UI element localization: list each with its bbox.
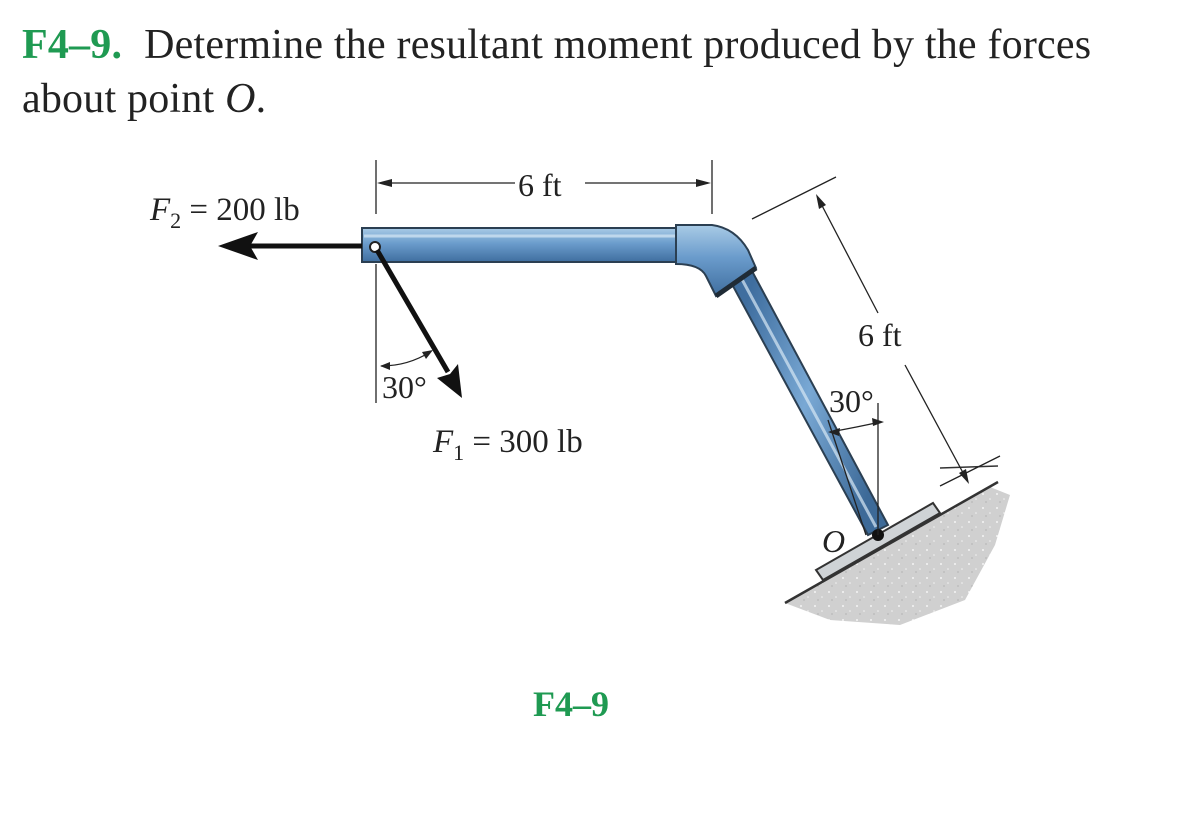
f1-symbol: F: [433, 424, 454, 460]
slanted-length-label: 6 ft: [858, 317, 902, 353]
problem-number: F4–9.: [22, 22, 123, 68]
f1-subscript: 1: [453, 440, 465, 465]
f2-subscript: 2: [170, 208, 182, 233]
problem-point: O: [225, 76, 256, 122]
point-o-label: O: [822, 523, 846, 559]
f1-label: [432, 424, 583, 465]
problem-text: Determine the resultant moment produced by the forces about point: [22, 22, 1092, 122]
top-length-label: 6 ft: [518, 167, 562, 203]
ground: [785, 466, 1010, 625]
f2-value: = 200 lb: [181, 192, 300, 228]
f2-label: [149, 192, 300, 233]
f1-value: = 300 lb: [464, 424, 583, 460]
angle-f1-label: 30°: [382, 369, 427, 405]
f2-symbol: F: [150, 192, 171, 228]
problem-end: .: [255, 76, 267, 122]
angle-member-label: 30°: [829, 383, 874, 419]
force-f2-arrow: [218, 232, 362, 260]
figure-label: F4–9: [533, 684, 609, 724]
horizontal-member: [362, 228, 692, 262]
